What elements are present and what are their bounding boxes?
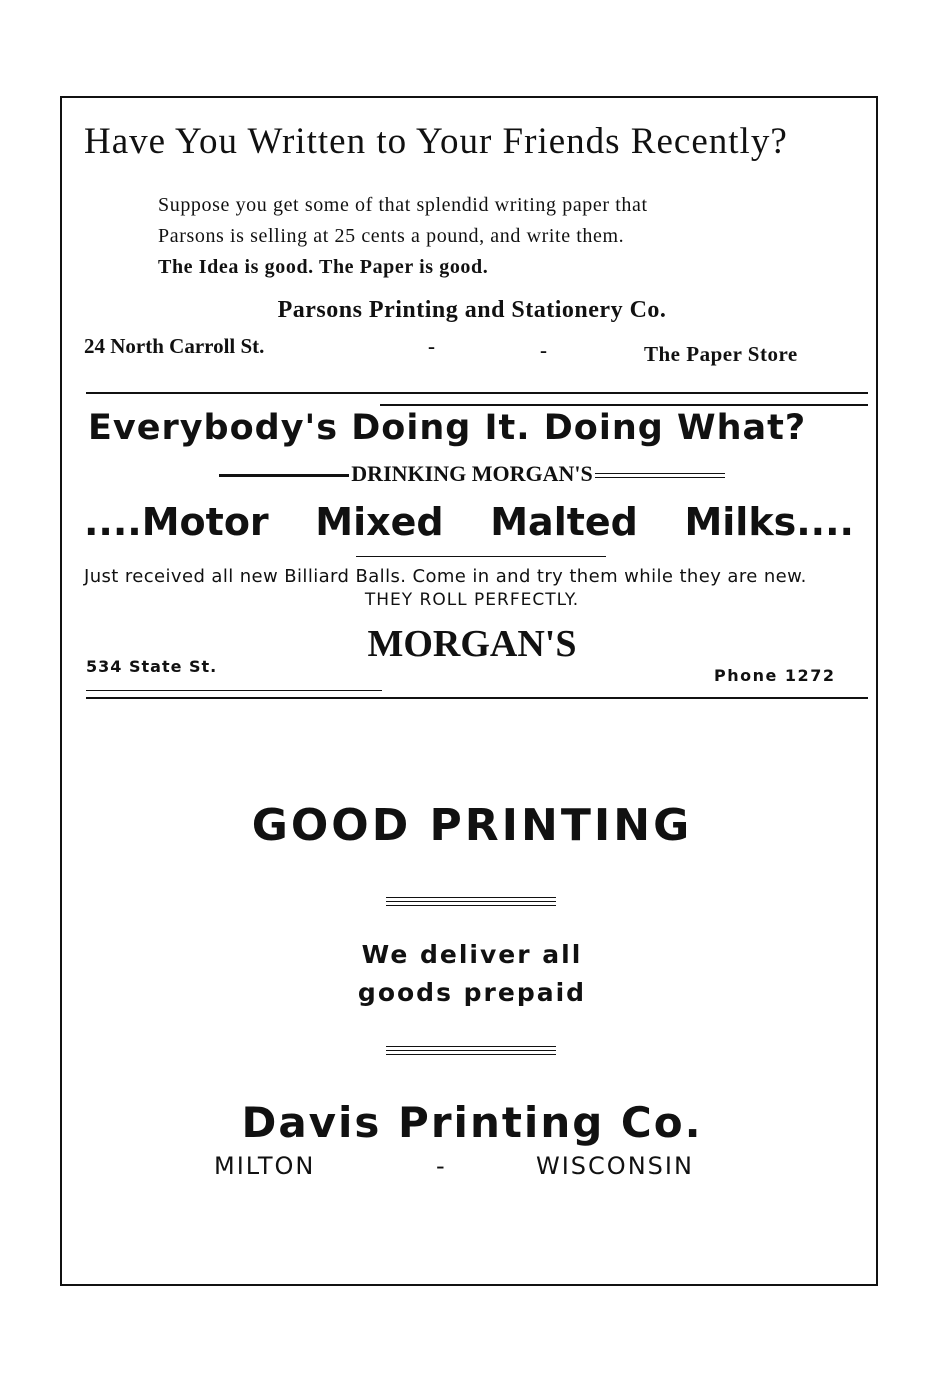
parsons-headline: Have You Written to Your Friends Recently?	[84, 121, 788, 162]
davis-double-rule	[386, 1046, 556, 1055]
decorative-rule	[219, 474, 349, 477]
morgans-drinking-line	[0, 461, 944, 487]
davis-double-rule	[386, 897, 556, 906]
morgans-rule	[356, 556, 606, 557]
morgans-name: MORGAN'S	[367, 623, 577, 665]
section-divider	[86, 392, 868, 394]
davis-state: WISCONSIN	[536, 1152, 694, 1180]
decorative-rule	[595, 473, 725, 478]
parsons-body	[158, 190, 648, 283]
parsons-body-line: Parsons is selling at 25 cents a pound, and write them.	[158, 225, 625, 247]
parsons-dash: -	[540, 338, 547, 362]
davis-headline: GOOD PRINTING	[251, 800, 693, 851]
parsons-body-line: Suppose you get some of that splendid writing paper that	[158, 194, 648, 216]
davis-line-1: We deliver all	[361, 940, 583, 969]
milks-word: Malted	[490, 500, 638, 544]
parsons-address: 24 North Carroll St.	[84, 334, 265, 358]
morgans-phone: Phone 1272	[714, 666, 836, 685]
morgans-roll: THEY ROLL PERFECTLY.	[364, 590, 580, 610]
section-divider	[380, 404, 868, 406]
davis-dash: -	[436, 1152, 445, 1180]
parsons-dash: -	[428, 334, 435, 358]
parsons-company: Parsons Printing and Stationery Co.	[277, 297, 667, 323]
milks-word: Milks....	[684, 500, 854, 544]
morgans-headline: Everybody's Doing It. Doing What?	[88, 408, 807, 448]
section-divider	[86, 697, 868, 699]
davis-company: Davis Printing Co.	[241, 1098, 703, 1147]
morgans-milks	[84, 500, 854, 544]
milks-word: ....Motor	[84, 500, 269, 544]
milks-word: Mixed	[315, 500, 444, 544]
davis-line-2: goods prepaid	[357, 978, 587, 1007]
section-divider	[86, 690, 382, 691]
morgans-drinking: DRINKING MORGAN'S	[351, 461, 593, 486]
parsons-body-line: The Idea is good. The Paper is good.	[158, 256, 489, 278]
morgans-address: 534 State St.	[86, 657, 218, 676]
parsons-tagline: The Paper Store	[644, 342, 798, 366]
morgans-billiard: Just received all new Billiard Balls. Come in and try them while they are new.	[84, 566, 807, 587]
davis-city: MILTON	[214, 1152, 316, 1180]
